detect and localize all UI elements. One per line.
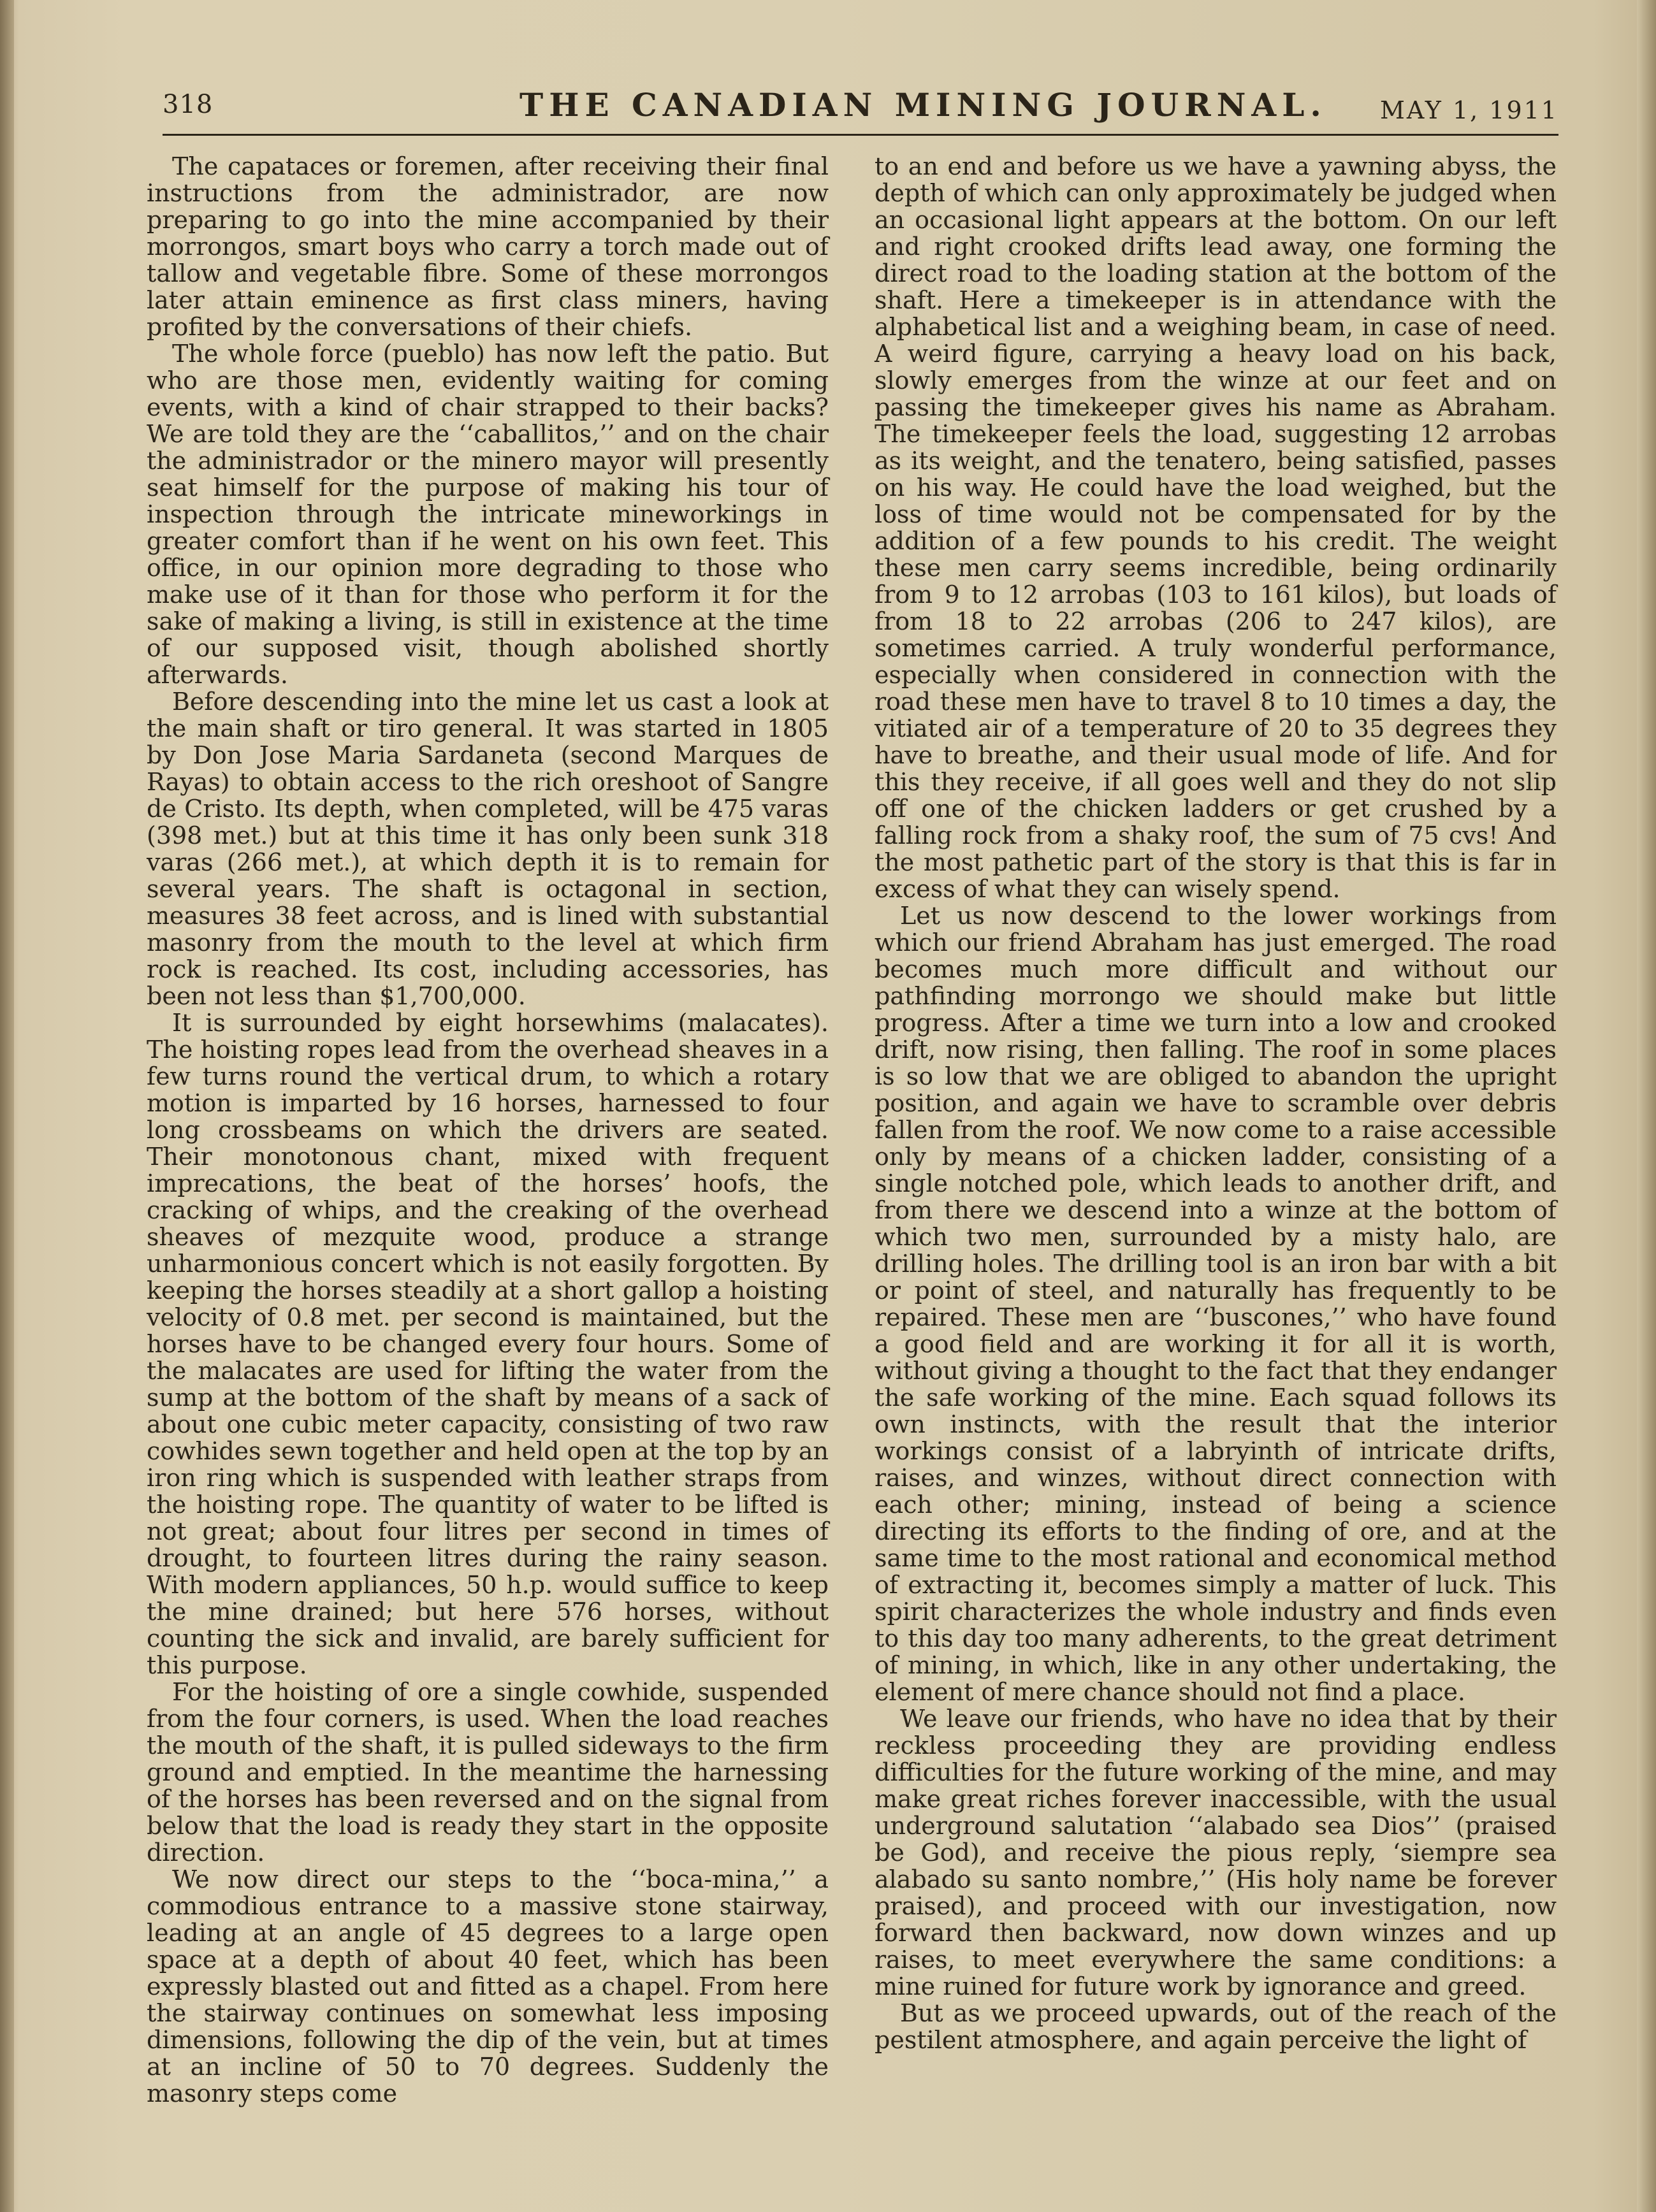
paragraph: It is surrounded by eight horsewhims (malacates). The hoisting ropes lead from the overhead sheaves in a few turns round the vertical drum, to which a rotary motion is imparted by 16 horses, harnessed to four long crossbeams on which the drivers are seated. Their monotonous chant, mixed with frequent imprecations, the beat of the horses’ hoofs, the cracking of whips, and the creaking of the overhead sheaves of mezquite wood, produce a strange unharmonious concert which is not easily forgotten. By keeping the horses steadily at a short gallop a hoisting velocity of 0.8 met. per second is maintained, but the horses have to be changed every four hours. Some of the malacates are used for lifting the water from the sump at the bottom of the shaft by means of a sack of about one cubic meter capacity, consisting of two raw cowhides sewn together and held open at the top by an iron ring which is suspended with leather straps from the hoisting rope. The quantity of water to be lifted is not great; about four litres per second in times of drought, to fourteen litres during the rainy season. With modern appliances, 50 h.p. would suffice to keep the mine drained; but here 576 horses, without counting the sick and invalid, are barely sufficient for this purpose. — [147, 1009, 829, 1679]
running-header — [163, 86, 1558, 131]
paragraph: But as we proceed upwards, out of the reach of the pestilent atmosphere, and again perceive the light of — [875, 1999, 1557, 2054]
paragraph: For the hoisting of ore a single cowhide, suspended from the four corners, is used. When the load reaches the mouth of the shaft, it is pulled sideways to the firm ground and emptied. In the meantime the harnessing of the horses has been reversed and on the signal from below that the load is ready they start in the opposite direction. — [147, 1678, 829, 1867]
binding-edge — [0, 0, 14, 2212]
page-edge — [1637, 0, 1656, 2212]
journal-title: THE CANADIAN MINING JOURNAL. — [519, 86, 1327, 124]
paragraph: We now direct our steps to the ‘‘boca-mina,’’ a commodious entrance to a massive stone stairway, leading at an angle of 45 degrees to a large open space at a depth of about 40 feet, which has been expressly blasted out and fitted as a chapel. From here the stairway continues on somewhat less imposing dimensions, following the dip of the vein, but at times at an incline of 50 to 70 degrees. Suddenly the masonry steps come — [147, 1865, 829, 2107]
issue-date: MAY 1, 1911 — [1379, 96, 1558, 124]
left-column — [147, 153, 829, 2107]
paragraph: Let us now descend to the lower workings from which our friend Abraham has just emerged. The road becomes much more difficult and without our pathfinding morrongo we should make but little progress. After a time we turn into a low and crooked drift, now rising, then falling. The roof in some places is so low that we are obliged to abandon the upright position, and again we have to scramble over debris fallen from the roof. We now come to a raise accessible only by means of a chicken ladder, consisting of a single notched pole, which leads to another drift, and from there we descend into a winze at the bottom of which two men, surrounded by a misty halo, are drilling holes. The drilling tool is an iron bar with a bit or point of steel, and naturally has frequently to be repaired. These men are ‘‘buscones,’’ who have found a good field and are working it for all it is worth, without giving a thought to the fact that they endanger the safe working of the mine. Each squad follows its own instincts, with the result that the interior workings consist of a labryinth of intricate drifts, raises, and winzes, without direct connection with each other; mining, instead of being a science directing its efforts to the finding of ore, and at the same time to the most rational and economical method of extracting it, becomes simply a matter of luck. This spirit characterizes the whole industry and finds even to this day too many adherents, to the great detriment of mining, in which, like in any other undertaking, the element of mere chance should not find a place. — [875, 902, 1557, 1706]
right-column — [875, 153, 1557, 2053]
page-number: 318 — [163, 90, 214, 119]
paragraph: The capataces or foremen, after receiving their final instructions from the administrador, are now preparing to go into the mine accompanied by their morrongos, smart boys who carry a torch made out of tallow and vegetable fibre. Some of these morrongos later attain eminence as first class miners, having profited by the conversations of their chiefs. — [147, 152, 829, 341]
paragraph: We leave our friends, who have no idea that by their reckless proceeding they are providing endless difficulties for the future working of the mine, and may make great riches forever inaccessible, with the usual underground salutation ‘‘alabado sea Dios’’ (praised be God), and receive the pious reply, ‘siempre sea alabado su santo nombre,’’ (His holy name be forever praised), and proceed with our investigation, now forward then backward, now down winzes and up raises, to meet everywhere the same conditions: a mine ruined for future work by ignorance and greed. — [875, 1705, 1557, 2000]
paragraph: Before descending into the mine let us cast a look at the main shaft or tiro general. It was started in 1805 by Don Jose Maria Sardaneta (second Marques de Rayas) to obtain access to the rich oreshoot of Sangre de Cristo. Its depth, when completed, will be 475 varas (398 met.) but at this time it has only been sunk 318 varas (266 met.), at which depth it is to remain for several years. The shaft is octagonal in section, measures 38 feet across, and is lined with substantial masonry from the mouth to the level at which firm rock is reached. Its cost, including accessories, has been not less than $1,700,000. — [147, 688, 829, 1010]
header-rule — [163, 134, 1558, 136]
paragraph: The whole force (pueblo) has now left the patio. But who are those men, evidently waiting for coming events, with a kind of chair strapped to their backs? We are told they are the ‘‘caballitos,’’ and on the chair the administrador or the minero mayor will presently seat himself for the purpose of making his tour of inspection through the intricate mineworkings in greater comfort than if he went on his own feet. This office, in our opinion more degrading to those who make use of it than for those who perform it for the sake of making a living, is still in existence at the time of our supposed visit, though abolished shortly afterwards. — [147, 340, 829, 689]
paragraph-continued: to an end and before us we have a yawning abyss, the depth of which can only approximately be judged when an occasional light appears at the bottom. On our left and right crooked drifts lead away, one forming the direct road to the loading station at the bottom of the shaft. Here a timekeeper is in attendance with the alphabetical list and a weighing beam, in case of need. A weird figure, carrying a heavy load on his back, slowly emerges from the winze at our feet and on passing the timekeeper gives his name as Abraham. The timekeeper feels the load, suggesting 12 arrobas as its weight, and the tenatero, being satisfied, passes on his way. He could have the load weighed, but the loss of time would not be compensated for by the addition of a few pounds to his credit. The weight these men carry seems incredible, being ordinarily from 9 to 12 arrobas (103 to 161 kilos), but loads of from 18 to 22 arrobas (206 to 247 kilos), are sometimes carried. A truly wonderful performance, especially when considered in connection with the road these men have to travel 8 to 10 times a day, the vitiated air of a temperature of 20 to 35 degrees they have to breathe, and their usual mode of life. And for this they receive, if all goes well and they do not slip off one of the chicken ladders or get crushed by a falling rock from a shaky roof, the sum of 75 cvs! And the most pathetic part of the story is that this is far in excess of what they can wisely spend. — [875, 152, 1557, 903]
